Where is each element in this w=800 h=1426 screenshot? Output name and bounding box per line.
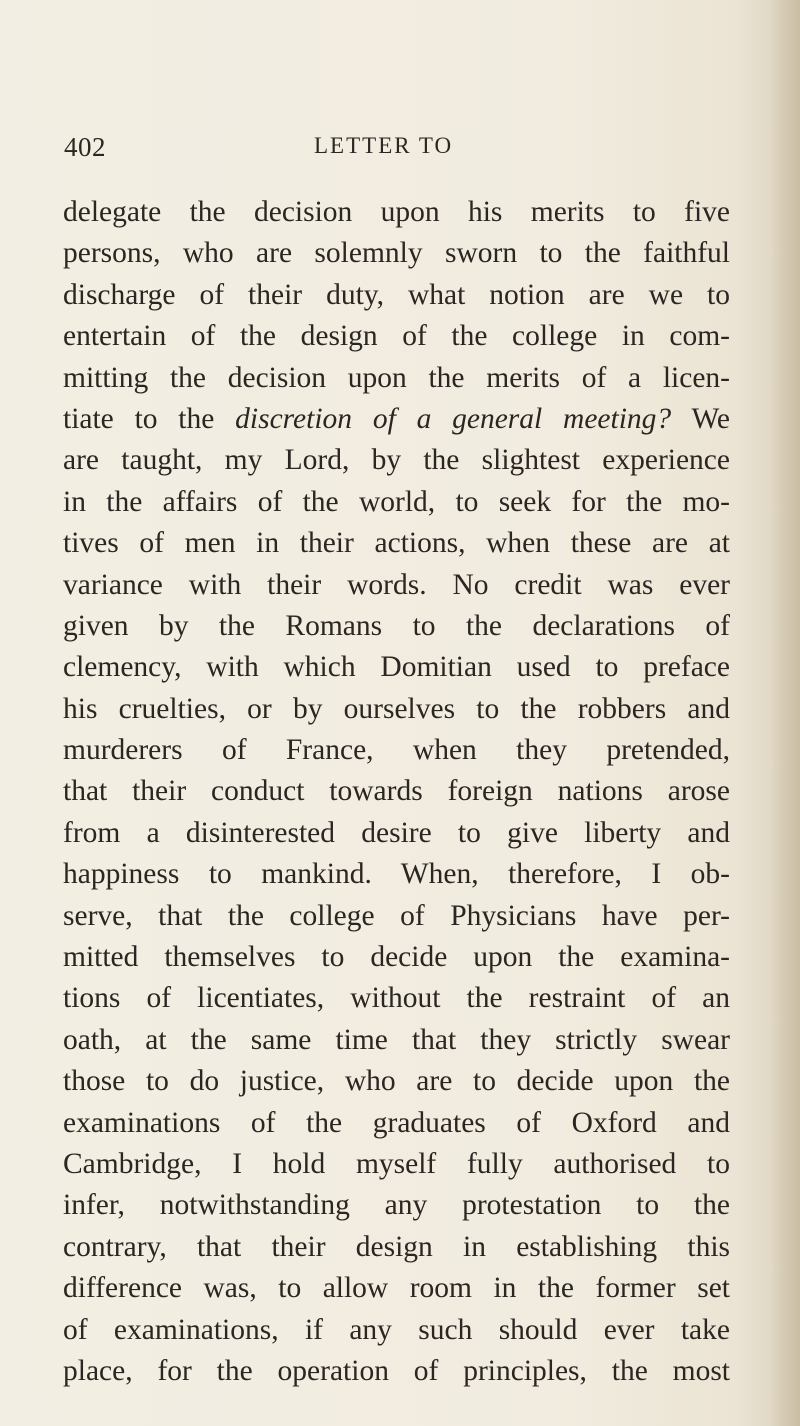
text-line: mitted themselves to decide upon the examina-	[63, 941, 730, 974]
text-line: clemency, with which Domitian used to preface	[63, 651, 730, 684]
running-head	[64, 132, 664, 168]
text-line: tions of licentiates, without the restraint of an	[63, 982, 730, 1015]
text-line: persons, who are solemnly sworn to the faithful	[63, 237, 730, 270]
page-edge-shadow	[770, 0, 800, 1426]
text-line: variance with their words. No credit was ever	[63, 568, 730, 601]
text-line: oath, at the same time that they strictly swear	[63, 1023, 730, 1056]
text-segment: We	[691, 402, 731, 435]
text-line: in the affairs of the world, to seek for the mo-	[63, 485, 730, 518]
text-line: tives of men in their actions, when these are at	[63, 527, 730, 560]
text-line: delegate the decision upon his merits to five	[63, 196, 730, 228]
text-line: entertain of the design of the college in com-	[63, 320, 730, 353]
text-line: Cambridge, I hold myself fully authorised to	[63, 1147, 730, 1180]
text-line: of examinations, if any such should ever take	[63, 1313, 730, 1346]
text-line: discharge of their duty, what notion are we to	[63, 278, 730, 311]
text-segment: tiate to the	[63, 402, 215, 435]
text-line: place, for the operation of principles, the most	[63, 1354, 730, 1387]
text-line: those to do justice, who are to decide upon the	[63, 1065, 730, 1098]
text-line: difference was, to allow room in the former set	[63, 1272, 730, 1305]
header-title: LETTER TO	[314, 133, 454, 158]
text-line: are taught, my Lord, by the slightest experience	[63, 444, 730, 477]
italic-phrase: discretion of a general meeting?	[235, 402, 672, 435]
text-line: examinations of the graduates of Oxford and	[63, 1106, 730, 1139]
text-line: murderers of France, when they pretended,	[63, 734, 730, 767]
text-line: that their conduct towards foreign nations arose	[63, 775, 730, 808]
text-line: his cruelties, or by ourselves to the robbers and	[63, 692, 730, 725]
text-line: infer, notwithstanding any protestation to the	[63, 1189, 730, 1222]
text-line: from a disinterested desire to give liberty and	[63, 816, 730, 849]
page-number: 402	[64, 132, 106, 162]
text-line: given by the Romans to the declarations of	[63, 609, 730, 642]
text-line-with-italic	[63, 399, 730, 440]
body-text	[63, 192, 730, 1392]
text-line: serve, that the college of Physicians have per-	[63, 899, 730, 932]
text-line: mitting the decision upon the merits of a licen-	[63, 361, 730, 394]
text-line: contrary, that their design in establishing this	[63, 1230, 730, 1263]
text-line: happiness to mankind. When, therefore, I ob-	[63, 858, 730, 891]
